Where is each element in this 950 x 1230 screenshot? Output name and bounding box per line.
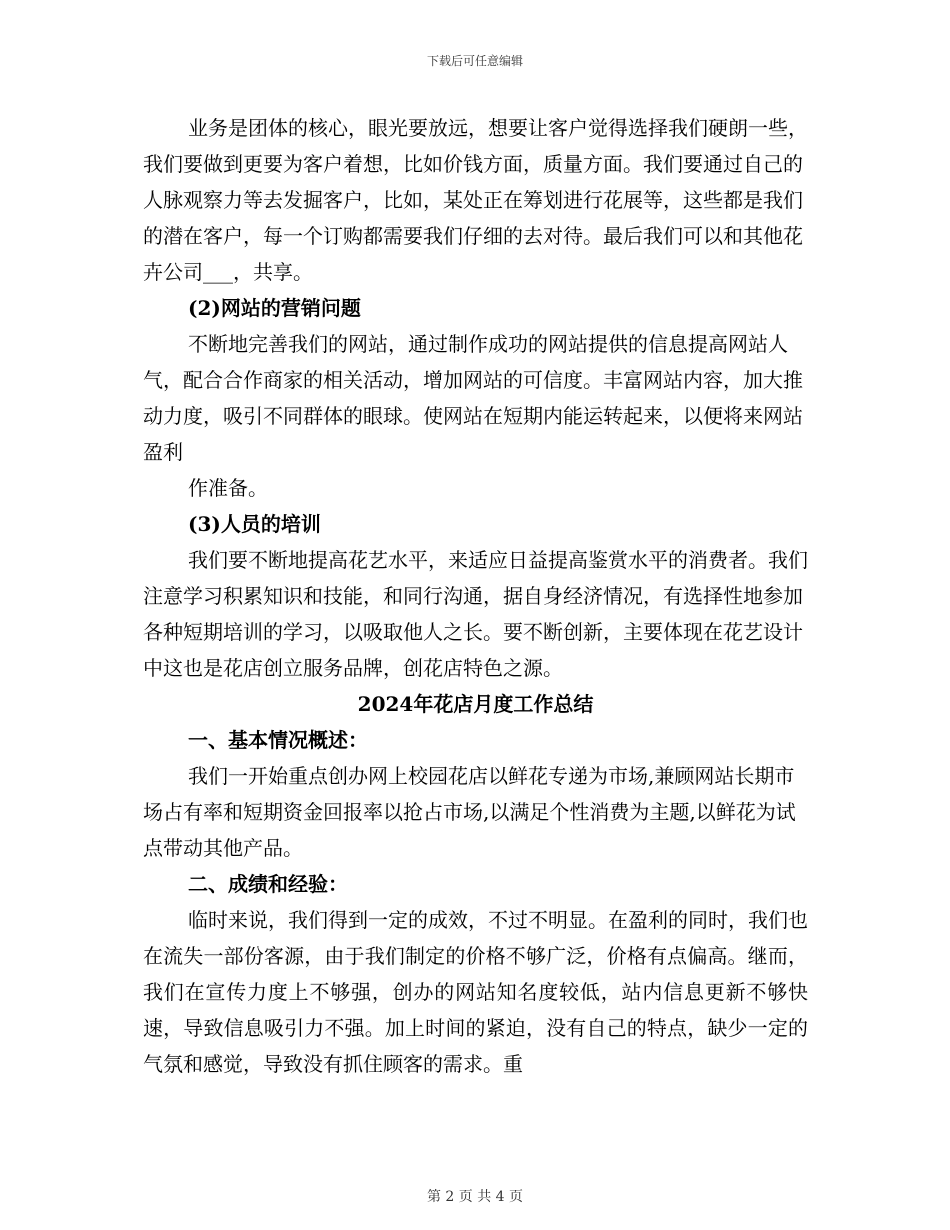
heading-website-marketing: (2)网站的营销问题 bbox=[188, 296, 361, 320]
document-title: 2024年花店月度工作总结 bbox=[357, 692, 594, 716]
paragraph-website: 不断地完善我们的网站，通过制作成功的网站提供的信息提高网站人气，配合合作商家的相关活动，增加网站的可信度。丰富网站内容，加大推动力度，吸引不同群体的眼球。使网站在短期内能运转起来，以便将来网站盈利 bbox=[143, 332, 803, 464]
page-footer: 第 2 页 共 4 页 bbox=[426, 1189, 524, 1205]
page-header: 下载后可任意编辑 bbox=[426, 54, 523, 68]
section-heading-overview: 一、基本情况概述： bbox=[188, 728, 368, 752]
paragraph-training: 我们要不断地提高花艺水平，来适应日益提高鉴赏水平的消费者。我们注意学习积累知识和技能，和同行沟通，据自身经济情况，有选择性地参加各种短期培训的学习，以吸取他人之长。要不断创新，主要体现在花艺设计中这也是花店创立服务品牌，创花店特色之源。 bbox=[143, 548, 808, 680]
paragraph-achievements: 临时来说，我们得到一定的成效，不过不明显。在盈利的同时，我们也在流失一部份客源，由于我们制定的价格不够广泛，价格有点偏高。继而，我们在宣传力度上不够强，创办的网站知名度较低，站内信息更新不够快速，导致信息吸引力不强。加上时间的紧迫，没有自己的特点，缺少一定的气氛和感觉，导致没有抓住顾客的需求。重 bbox=[143, 908, 808, 1076]
heading-staff-training: (3)人员的培训 bbox=[188, 512, 321, 536]
section-heading-achievements: 二、成绩和经验： bbox=[188, 872, 348, 896]
paragraph-website-continued: 作准备。 bbox=[188, 476, 268, 500]
paragraph-customers: 业务是团体的核心，眼光要放远，想要让客户觉得选择我们硬朗一些，我们要做到更要为客户着想，比如价钱方面，质量方面。我们要通过自己的人脉观察力等去发掘客户，比如，某处正在筹划进行花展等，这些都是我们的潜在客户，每一个订购都需要我们仔细的去对待。最后我们可以和其他花卉公司___，共享。 bbox=[143, 116, 808, 284]
paragraph-overview: 我们一开始重点创办网上校园花店以鲜花专递为市场,兼顾网站长期市场占有率和短期资金回报率以抢占市场,以满足个性消费为主题,以鲜花为试点带动其他产品。 bbox=[143, 764, 796, 860]
document-body bbox=[143, 110, 808, 1082]
